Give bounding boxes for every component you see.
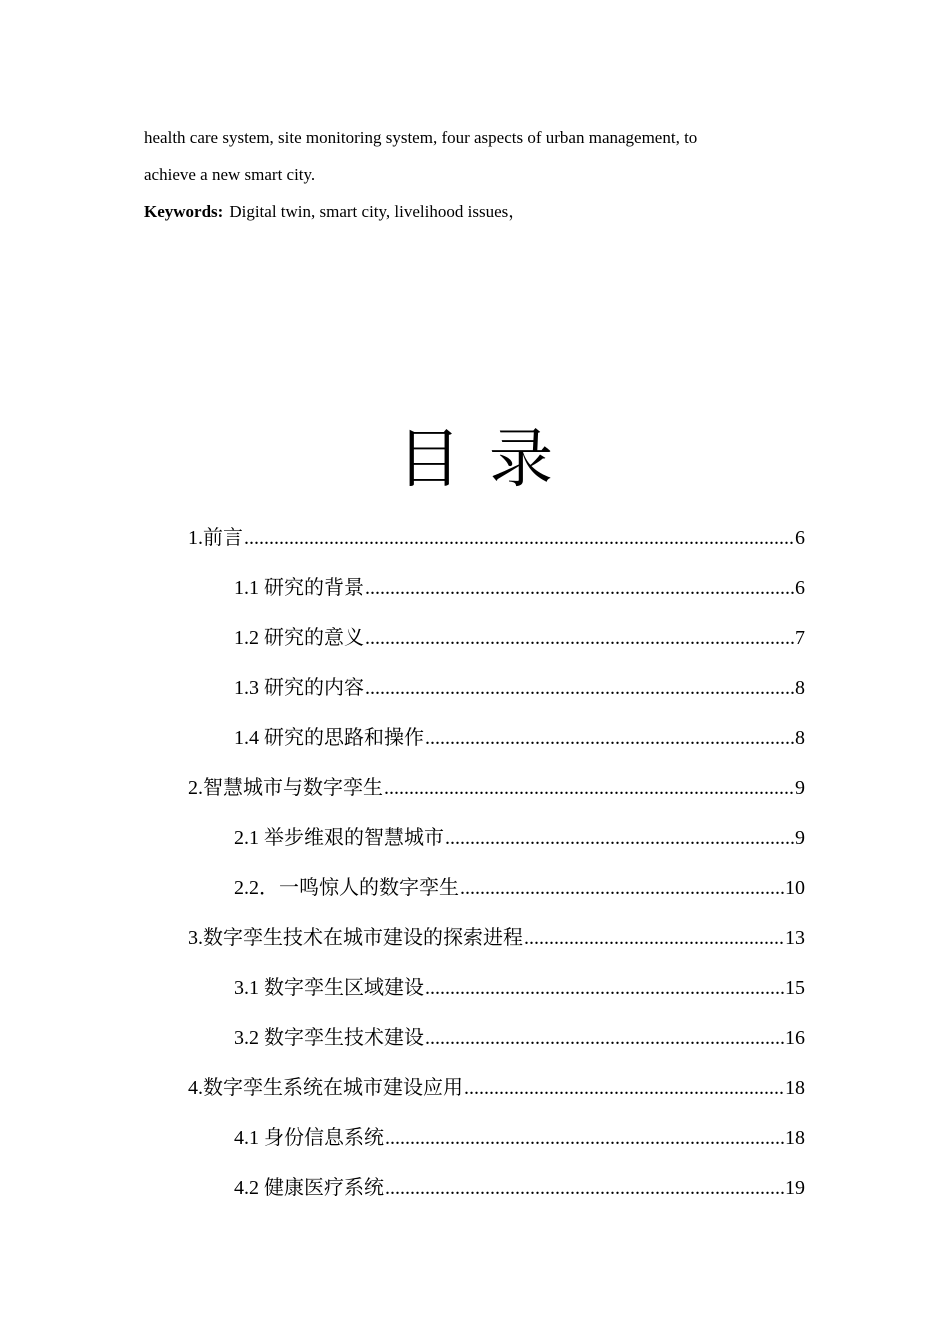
toc-leader-dots bbox=[385, 1118, 784, 1158]
toc-entry[interactable] bbox=[234, 568, 805, 608]
toc-entry-page: 10 bbox=[785, 877, 805, 899]
abstract-line: achieve a new smart city. bbox=[144, 165, 316, 184]
toc-leader-dots bbox=[445, 818, 794, 858]
toc-entry-label: 3.1 数字孪生区域建设 bbox=[234, 977, 424, 999]
toc-entry-label: 1.2 研究的意义 bbox=[234, 627, 364, 649]
toc-leader-dots bbox=[365, 618, 794, 658]
toc-leader-dots bbox=[524, 918, 784, 958]
toc-leader-dots bbox=[365, 668, 794, 708]
toc-entry-page: 8 bbox=[795, 727, 805, 749]
toc-entry-page: 16 bbox=[785, 1027, 805, 1049]
toc-leader-dots bbox=[460, 868, 784, 908]
toc-entry[interactable] bbox=[234, 1168, 805, 1208]
toc-entry-label: 3.数字孪生技术在城市建设的探索进程 bbox=[188, 927, 523, 949]
toc-entry[interactable] bbox=[234, 818, 805, 858]
toc-entry-page: 15 bbox=[785, 977, 805, 999]
toc-entry-page: 9 bbox=[795, 827, 805, 849]
toc-entry[interactable] bbox=[234, 668, 805, 708]
toc-entry[interactable] bbox=[234, 718, 805, 758]
toc-entry-label: 1.4 研究的思路和操作 bbox=[234, 727, 424, 749]
toc-entry[interactable] bbox=[188, 918, 805, 958]
toc-entry-page: 8 bbox=[795, 677, 805, 699]
toc-entry-label: 1.3 研究的内容 bbox=[234, 677, 364, 699]
toc-entry-label: 2.1 举步维艰的智慧城市 bbox=[234, 827, 444, 849]
toc-entry[interactable] bbox=[234, 1118, 805, 1158]
toc-leader-dots bbox=[365, 568, 794, 608]
toc-entry-page: 18 bbox=[785, 1077, 805, 1099]
toc-leader-dots bbox=[384, 768, 794, 808]
toc-entry-label: 3.2 数字孪生技术建设 bbox=[234, 1027, 424, 1049]
toc-entry-label: 1.前言 bbox=[188, 527, 243, 549]
toc-entry[interactable] bbox=[188, 1068, 805, 1108]
toc-leader-dots bbox=[425, 1018, 784, 1058]
toc-entry-label: 2.智慧城市与数字孪生 bbox=[188, 777, 383, 799]
toc-entry-label: 2.2．一鸣惊人的数字孪生 bbox=[234, 877, 459, 899]
toc-entry-label: 1.1 研究的背景 bbox=[234, 577, 364, 599]
toc-entry[interactable] bbox=[188, 768, 805, 808]
toc-entry-label: 4.数字孪生系统在城市建设应用 bbox=[188, 1077, 463, 1099]
toc-leader-dots bbox=[425, 718, 794, 758]
toc-entry[interactable] bbox=[234, 968, 805, 1008]
toc-entry-page: 13 bbox=[785, 927, 805, 949]
toc-entry[interactable] bbox=[234, 618, 805, 658]
toc-entry-page: 7 bbox=[795, 627, 805, 649]
toc-entry-page: 6 bbox=[795, 577, 805, 599]
toc-entry-label: 4.1 身份信息系统 bbox=[234, 1127, 384, 1149]
toc-entry-page: 19 bbox=[785, 1177, 805, 1199]
toc-entry-page: 6 bbox=[795, 527, 805, 549]
toc-entry-page: 9 bbox=[795, 777, 805, 799]
toc-leader-dots bbox=[425, 968, 784, 1008]
keywords-line bbox=[144, 198, 804, 235]
toc-title: 目录 bbox=[397, 423, 581, 497]
keywords-text: Digital twin, smart city, livelihood issues， bbox=[229, 202, 526, 221]
toc-entry-page: 18 bbox=[785, 1127, 805, 1149]
toc-leader-dots bbox=[385, 1168, 784, 1208]
toc-entry-label: 4.2 健康医疗系统 bbox=[234, 1177, 384, 1199]
abstract-continuation bbox=[144, 124, 804, 235]
toc-entry[interactable] bbox=[234, 868, 805, 908]
toc-leader-dots bbox=[244, 518, 794, 558]
toc-entry[interactable] bbox=[188, 518, 805, 558]
keywords-label: Keywords: bbox=[144, 202, 224, 221]
toc-leader-dots bbox=[464, 1068, 784, 1108]
abstract-line: health care system, site monitoring system, four aspects of urban management, to bbox=[144, 128, 698, 147]
toc-entry[interactable] bbox=[234, 1018, 805, 1058]
